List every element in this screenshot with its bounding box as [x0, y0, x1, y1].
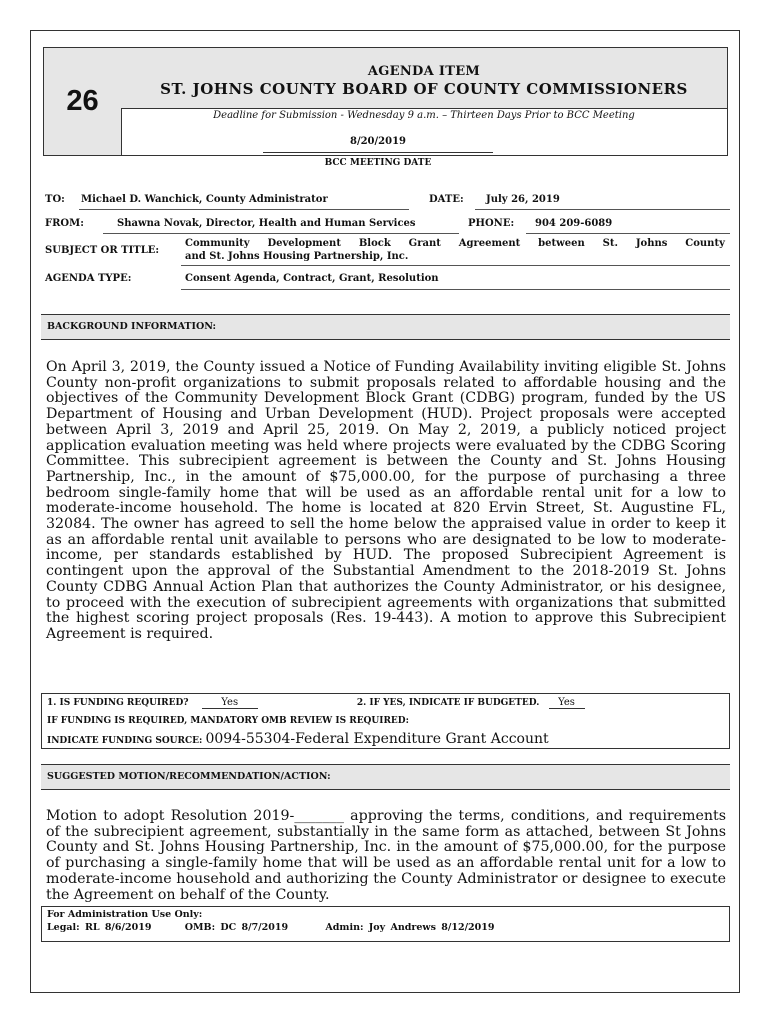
admin-use-heading: For Administration Use Only:	[47, 909, 203, 920]
deadline-note: Deadline for Submission - Wednesday 9 a.m. – Thirteen Days Prior to BCC Meeting	[213, 110, 635, 121]
subject-word: Johns	[635, 238, 668, 249]
admin-use-box	[41, 906, 730, 942]
motion-heading: SUGGESTED MOTION/RECOMMENDATION/ACTION:	[41, 764, 730, 790]
background-heading: BACKGROUND INFORMATION:	[41, 314, 730, 340]
agenda-type-value: Consent Agenda, Contract, Grant, Resolution	[185, 273, 439, 284]
title-box	[121, 48, 727, 109]
motion-text: Motion to adopt Resolution 2019-_______ approving the terms, conditions, and requirements of the subrecipient agreement, substantially in the same form as attached, between St Johns County and St. Johns Housing Partnership, Inc. in the amount of $75,000.00, for the purpose of purchasing a single-family home that will be used as an affordable rental unit for a low to moderate-income household and authorizing the County Administrator or designee to execute the Agreement on behalf of the County.	[46, 808, 726, 903]
funding-source-label: INDICATE FUNDING SOURCE:	[47, 736, 203, 746]
from-label: FROM:	[45, 218, 84, 229]
subject-word: Agreement	[458, 238, 521, 249]
meeting-date-value: 8/20/2019	[349, 136, 406, 147]
phone-label: PHONE:	[468, 218, 515, 229]
phone-value: 904 209-6089	[535, 218, 613, 229]
date-rule	[475, 209, 730, 210]
background-text: On April 3, 2019, the County issued a Notice of Funding Availability inviting eligible St. Johns County non-profit organizations to submit proposals related to affordable housing and the objectives of the Community Development Block Grant (CDBG) program, funded by the US Department of Housing and Urban Development (HUD). Project proposals were accepted between April 3, 2019 and April 25, 2019. On May 2, 2019, a publicly noticed project application evaluation meeting was held where projects were evaluated by the CDBG Scoring Committee. This subrecipient agreement is between the County and St. Johns Housing Partnership, Inc., in the amount of $75,000.00, for the purpose of purchasing a three bedroom single-family home that will be used as an affordable rental unit for a low to moderate-income household. The home is located at 820 Ervin Street, St. Augustine FL, 32084. The owner has agreed to sell the home below the appraised value in order to keep it as an affordable rental unit available to persons who are designated to be low to moderate-income, per standards established by HUD. The proposed Subrecipient Agreement is contingent upon the approval of the Substantial Amendment to the 2018-2019 St. Johns County CDBG Annual Action Plan that authorizes the County Administrator, or his designee, to proceed with the execution of subrecipient agreements with organizations that submitted the highest scoring project proposals (Res. 19-443). A motion to approve this Subrecipient Agreement is required.	[46, 359, 726, 642]
omb-signoff: OMB: DC 8/7/2019	[184, 922, 289, 933]
subject-word: between	[538, 238, 585, 249]
to-label: TO:	[45, 194, 65, 205]
subject-line-2: and St. Johns Housing Partnership, Inc.	[185, 251, 409, 262]
subject-word: St.	[602, 238, 618, 249]
from-value: Shawna Novak, Director, Health and Human Services	[117, 218, 416, 229]
date-label: DATE:	[429, 194, 464, 205]
omb-review-note: IF FUNDING IS REQUIRED, MANDATORY OMB REVIEW IS REQUIRED:	[47, 716, 409, 726]
title-agenda-item: AGENDA ITEM	[367, 64, 481, 79]
subject-value	[185, 237, 725, 263]
admin-signoffs	[47, 922, 494, 933]
subject-word: Grant	[408, 238, 441, 249]
to-rule	[79, 209, 409, 210]
legal-signoff: Legal: RL 8/6/2019	[47, 922, 152, 933]
funding-source-value: 0094-55304-Federal Expenditure Grant Account	[205, 731, 549, 747]
subject-word: Block	[358, 238, 391, 249]
funding-required-value: Yes	[202, 697, 258, 709]
funding-questions	[47, 697, 727, 709]
admin-signoff: Admin: Joy Andrews 8/12/2019	[325, 922, 495, 933]
funding-box	[41, 693, 730, 749]
agenda-item-number: 26	[44, 48, 122, 155]
meeting-date-label: BCC MEETING DATE	[324, 158, 432, 168]
subject-word: Community	[185, 238, 250, 249]
to-value: Michael D. Wanchick, County Administrator	[81, 194, 328, 205]
budgeted-value: Yes	[549, 697, 585, 709]
meeting-date	[263, 136, 493, 153]
budgeted-label: 2. IF YES, INDICATE IF BUDGETED.	[356, 698, 540, 708]
subject-word: Development	[267, 238, 341, 249]
meeting-date-rule	[263, 152, 493, 153]
funding-source	[47, 731, 549, 747]
subject-line-1	[185, 237, 725, 250]
title-board: ST. JOHNS COUNTY BOARD OF COUNTY COMMISSIONERS	[160, 80, 688, 98]
from-rule	[103, 233, 459, 234]
agenda-type-label: AGENDA TYPE:	[45, 273, 132, 284]
subject-rule	[181, 265, 730, 266]
agenda-form	[30, 30, 740, 993]
subject-label: SUBJECT OR TITLE:	[45, 245, 160, 256]
agenda-type-rule	[181, 289, 730, 290]
phone-rule	[526, 233, 730, 234]
date-value: July 26, 2019	[486, 194, 560, 205]
funding-required-label: 1. IS FUNDING REQUIRED?	[47, 698, 189, 708]
subject-word: County	[685, 238, 725, 249]
